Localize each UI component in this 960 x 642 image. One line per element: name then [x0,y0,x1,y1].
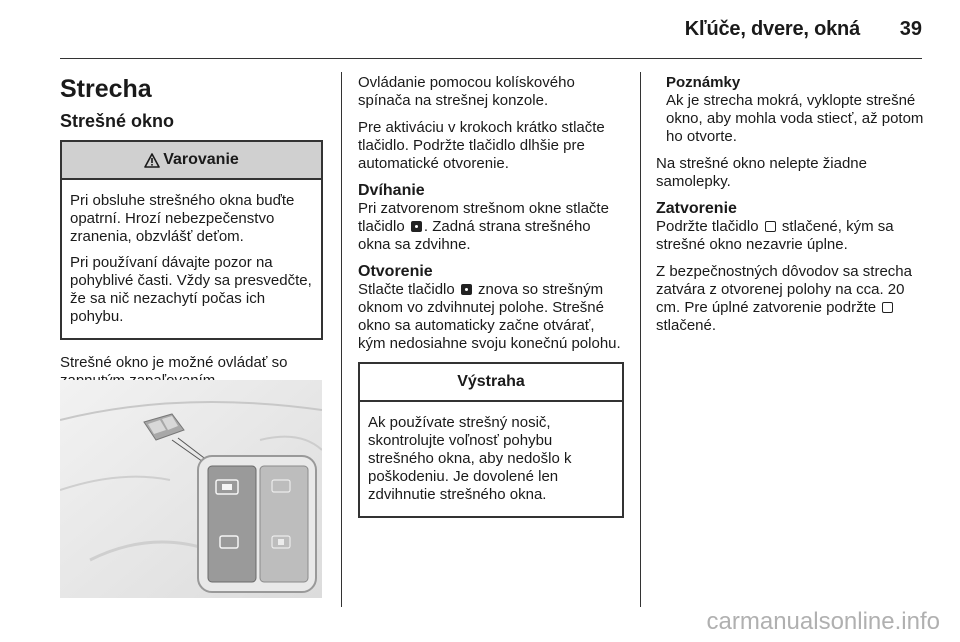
body-paragraph: Ovládanie pomocou kolískového spínača na strešnej konzole. [358,74,575,109]
caution-paragraph: Ak používate strešný nosič, skontrolujte voľnosť pohybu strešného okna, aby nedošlo k poškodeniu. Je dovolené len zdvihnutie strešného okna. [368,414,572,503]
close-heading: Zatvorenie [656,200,737,217]
roof-console-switch-illustration [60,380,322,598]
body-paragraph: Pre aktiváciu v krokoch krátko stlačte tlačidlo. Podržte tlačidlo dlhšie pre automatické otvorenie. [358,119,605,172]
warning-box [60,140,323,340]
header-rule [60,58,922,59]
caution-box-header [360,364,622,402]
section-heading: Strecha [60,75,152,103]
column-2 [358,74,624,532]
column-divider-2 [640,72,641,607]
column-1 [60,74,323,399]
column-divider-1 [341,72,342,607]
column-3 [656,74,924,344]
watermark: carmanualsonline.info [706,608,940,635]
caution-box [358,362,624,518]
tilt-heading: Dvíhanie [358,182,425,199]
tilt-text-after: . Zadná strana strešného okna sa zdvihne. [358,218,591,253]
safety-text-before: Z bezpečnostných dôvodov sa strecha zatvára z otvorenej polohy na cca. 20 cm. Pre úplné zatvorenie podržte [656,263,912,316]
subsection-heading: Strešné okno [60,111,175,131]
warning-box-body [62,180,321,338]
note-title: Poznámky [666,74,741,91]
sunroof-tilt-button-icon [411,221,422,232]
body-paragraph: Strešné okno je možné ovládať so [60,354,288,371]
safety-text-after: stlačené. [656,317,717,334]
close-text-before: Podržte tlačidlo [656,218,759,235]
warning-box-title: Varovanie [163,151,239,168]
warning-box-header [62,142,321,180]
warning-paragraph: Pri používaní dávajte pozor na pohyblivé časti. Vždy sa presvedčte, že sa nič nezachytí počas ich pohybu. [70,254,312,325]
sunroof-close-button-icon [882,302,893,313]
open-heading: Otvorenie [358,263,433,280]
open-paragraph [358,281,624,353]
page-number: 39 [899,18,922,40]
tilt-paragraph [358,200,624,254]
sunroof-tilt-button-icon [461,284,472,295]
warning-triangle-icon [144,153,160,168]
running-header-title: Kľúče, dvere, okná [684,18,860,40]
tilt-text-before: Pri zatvorenom strešnom okne stlačte tlačidlo [358,200,609,235]
caution-box-body [360,402,622,516]
body-paragraph: Na strešné okno nelepte žiadne samolepky. [656,155,867,190]
warning-paragraph: Pri obsluhe strešného okna buďte opatrní. Hrozí nebezpečenstvo zranenia, obzvlášť deťom. [70,192,295,245]
safety-paragraph [656,263,924,335]
note-block [656,74,924,146]
close-paragraph [656,218,924,254]
open-text-before: Stlačte tlačidlo [358,281,455,298]
note-text: Ak je strecha mokrá, vyklopte strešné okno, aby mohla voda stiecť, až potom ho otvorte. [666,92,924,145]
caution-box-title: Výstraha [457,373,525,390]
open-text-after: znova so strešným oknom vo zdvihnutej polohe. Strešné okno sa automaticky začne otvárať, kým nedosiahne svoju konečnú polohu. [358,281,621,352]
close-text-after: stlačené, kým sa strešné okno nezavrie úplne. [656,218,894,253]
sunroof-close-button-icon [765,221,776,232]
